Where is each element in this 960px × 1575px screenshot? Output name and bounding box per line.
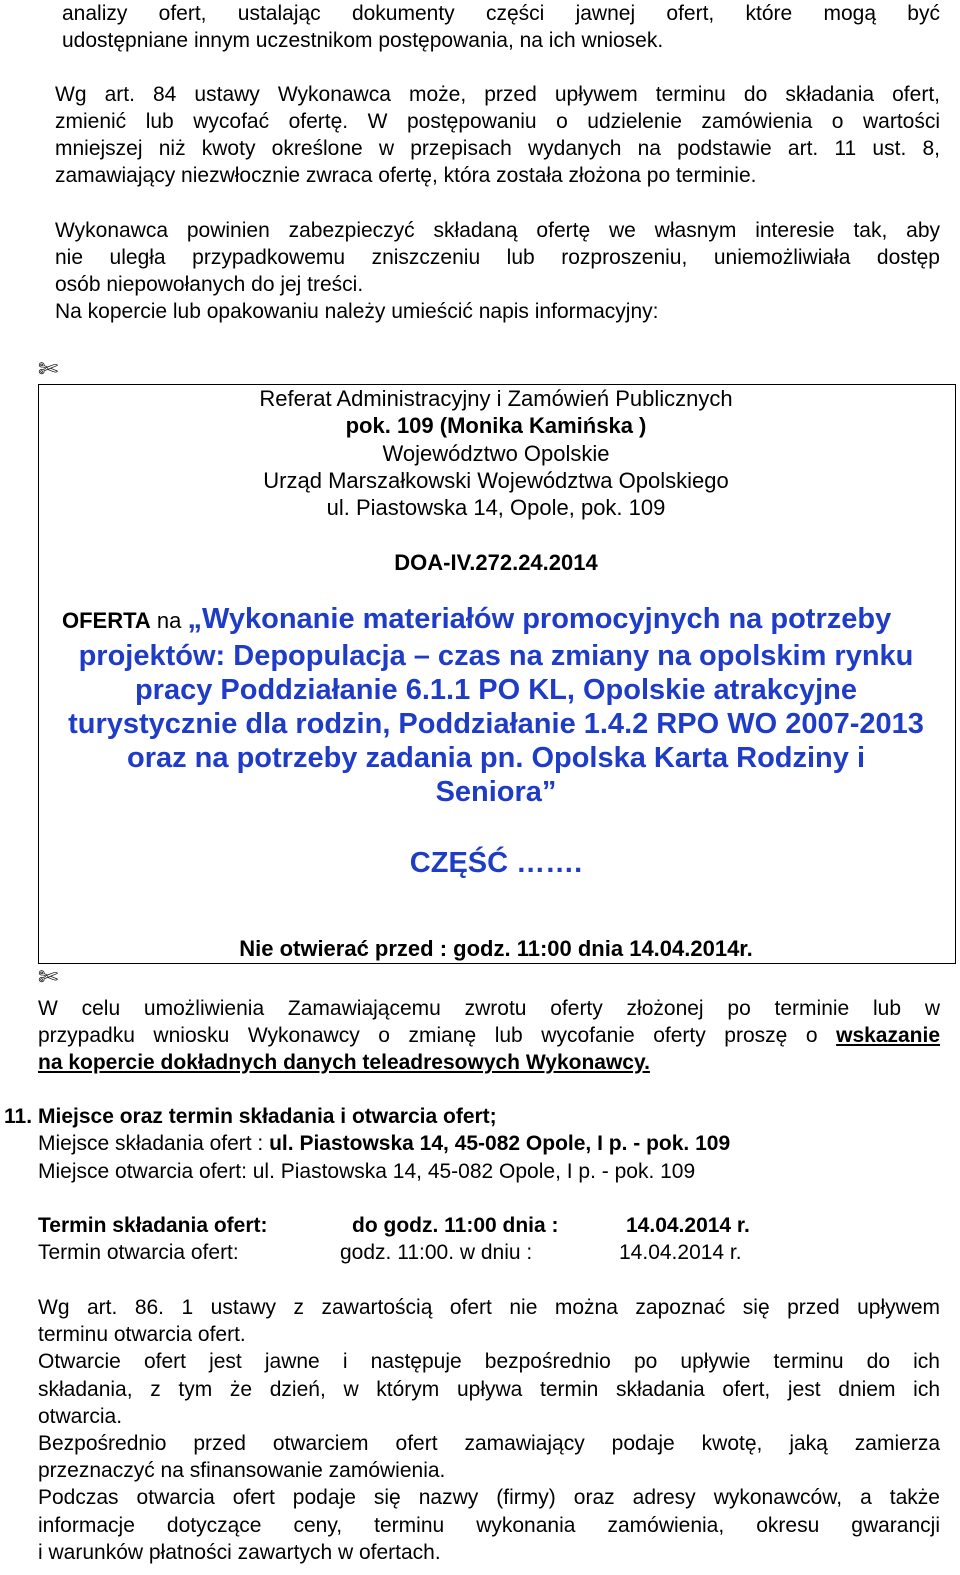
oferta-title-block <box>42 602 950 809</box>
intro-p2-line1: Wg art. 84 ustawy Wykonawca może, przed upływem terminu do składania ofert, <box>55 83 940 106</box>
oferta-title-line2: projektów: Depopulacja – czas na zmiany na opolskim rynku <box>78 640 914 672</box>
deadline-submit-date: 14.04.2014 r. <box>626 1214 750 1237</box>
closing-p4-line2: informacje dotyczące ceny, terminu wykonania zamówienia, okresu gwarancji <box>38 1514 940 1537</box>
oferta-title-line5: oraz na potrzeby zadania pn. Opolska Karta Rodziny i <box>126 742 866 774</box>
oferta-title-line4: turystycznie dla rodzin, Poddziałanie 1.4.2 RPO WO 2007-2013 <box>68 708 924 740</box>
closing-p3-line1: Bezpośrednio przed otwarciem ofert zamawiający podaje kwotę, jaką zamierza <box>38 1432 940 1455</box>
after-box-line2-text: przypadku wniosku Wykonawcy o zmianę lub wycofanie oferty proszę o <box>38 1024 818 1047</box>
envelope-referat: Referat Administracyjny i Zamówień Publicznych <box>259 386 733 411</box>
closing-p2-line1: Otwarcie ofert jest jawne i następuje bezpośrednio po upływie terminu do ich <box>38 1350 940 1373</box>
closing-p1-line2: terminu otwarcia ofert. <box>38 1323 246 1346</box>
intro-p1-line2: udostępniane innym uczestnikom postępowania, na ich wniosek. <box>62 29 664 52</box>
section-11-heading: Miejsce oraz termin składania i otwarcia ofert; <box>38 1105 497 1128</box>
deadline-open-time: godz. 11:00. w dniu : <box>340 1241 533 1264</box>
closing-p1-line1: Wg art. 86. 1 ustawy z zawartością ofert nie można zapoznać się przed upływem <box>38 1296 940 1319</box>
czesc-label: CZĘŚĆ ……. <box>409 847 583 879</box>
intro-p3-line4: Na kopercie lub opakowaniu należy umieścić napis informacyjny: <box>55 300 659 323</box>
place-open: Miejsce otwarcia ofert: ul. Piastowska 14, 45-082 Opole, I p. - pok. 109 <box>38 1160 696 1183</box>
intro-p3-line1: Wykonawca powinien zabezpieczyć składaną ofertę we własnym interesie tak, aby <box>55 219 940 242</box>
oferta-na: na <box>150 608 188 633</box>
oferta-title-line1: „Wykonanie materiałów promocyjnych na potrzeby <box>187 603 892 635</box>
intro-p2-line3: mniejszej niż kwoty określone w przepisach wydanych na podstawie art. 11 ust. 8, <box>55 137 940 160</box>
closing-p3-line2: przeznaczyć na sfinansowanie zamówienia. <box>38 1459 446 1482</box>
deadline-open-label: Termin otwarcia ofert: <box>38 1241 239 1264</box>
closing-p4-line3: i warunków płatności zawartych w ofertach. <box>38 1541 441 1564</box>
envelope-room-text: pok. 109 (Monika Kamińska ) <box>345 413 647 438</box>
closing-p4-line1: Podczas otwarcia ofert podaje się nazwy (firmy) oraz adresy wykonawców, a także <box>38 1486 940 1509</box>
after-box-line1: W celu umożliwienia Zamawiającemu zwrotu oferty złożonej po terminie lub w <box>38 997 940 1020</box>
scissors-icon: ✄ <box>38 356 59 383</box>
after-box-underlined-line: na kopercie dokładnych danych teleadresowych Wykonawcy. <box>38 1051 650 1074</box>
intro-p2-line4: zamawiający niezwłocznie zwraca ofertę, która została złożona po terminie. <box>55 164 757 187</box>
place-submit <box>38 1130 730 1157</box>
intro-p3-line3: osób niepowołanych do jej treści. <box>55 273 364 296</box>
oferta-title-line6: Seniora” <box>435 776 557 808</box>
place-submit-value: ul. Piastowska 14, 45-082 Opole, I p. - pok. 109 <box>269 1132 731 1155</box>
scissors-icon-bottom: ✄ <box>38 964 59 991</box>
closing-p2-line2: składania, z tym że dzień, w którym upływa termin składania ofert, jest dniem ich <box>38 1378 940 1401</box>
after-box-line2 <box>38 1022 940 1049</box>
deadline-submit-time: do godz. 11:00 dnia : <box>352 1214 559 1237</box>
oferta-title-line3: pracy Poddziałanie 6.1.1 PO KL, Opolskie atrakcyjne <box>134 674 858 706</box>
envelope-office: Urząd Marszałkowski Województwa Opolskiego <box>263 468 729 493</box>
intro-p1-line1: analizy ofert, ustalając dokumenty części jawnej ofert, które mogą być <box>62 2 940 25</box>
envelope-voivodeship: Województwo Opolskie <box>382 441 610 466</box>
deadline-submit-label: Termin składania ofert: <box>38 1214 268 1237</box>
oferta-label: OFERTA <box>62 608 151 633</box>
intro-p3-line2: nie uległa przypadkowemu zniszczeniu lub rozproszeniu, uniemożliwiała dostęp <box>55 246 940 269</box>
section-11-number: 11. <box>4 1105 33 1128</box>
intro-p2-line2: zmienić lub wycofać ofertę. W postępowaniu o udzielenie zamówienia o wartości <box>55 110 940 133</box>
do-not-open-notice: Nie otwierać przed : godz. 11:00 dnia 14.04.2014r. <box>239 936 753 961</box>
envelope-reference: DOA-IV.272.24.2014 <box>394 550 598 575</box>
after-box-underlined-tail: wskazanie <box>836 1024 941 1047</box>
envelope-address: ul. Piastowska 14, Opole, pok. 109 <box>326 495 666 520</box>
envelope-room <box>38 412 954 439</box>
deadline-open-date: 14.04.2014 r. <box>619 1241 742 1264</box>
place-submit-label: Miejsce składania ofert : <box>38 1132 270 1155</box>
closing-p2-line3: otwarcia. <box>38 1405 123 1428</box>
